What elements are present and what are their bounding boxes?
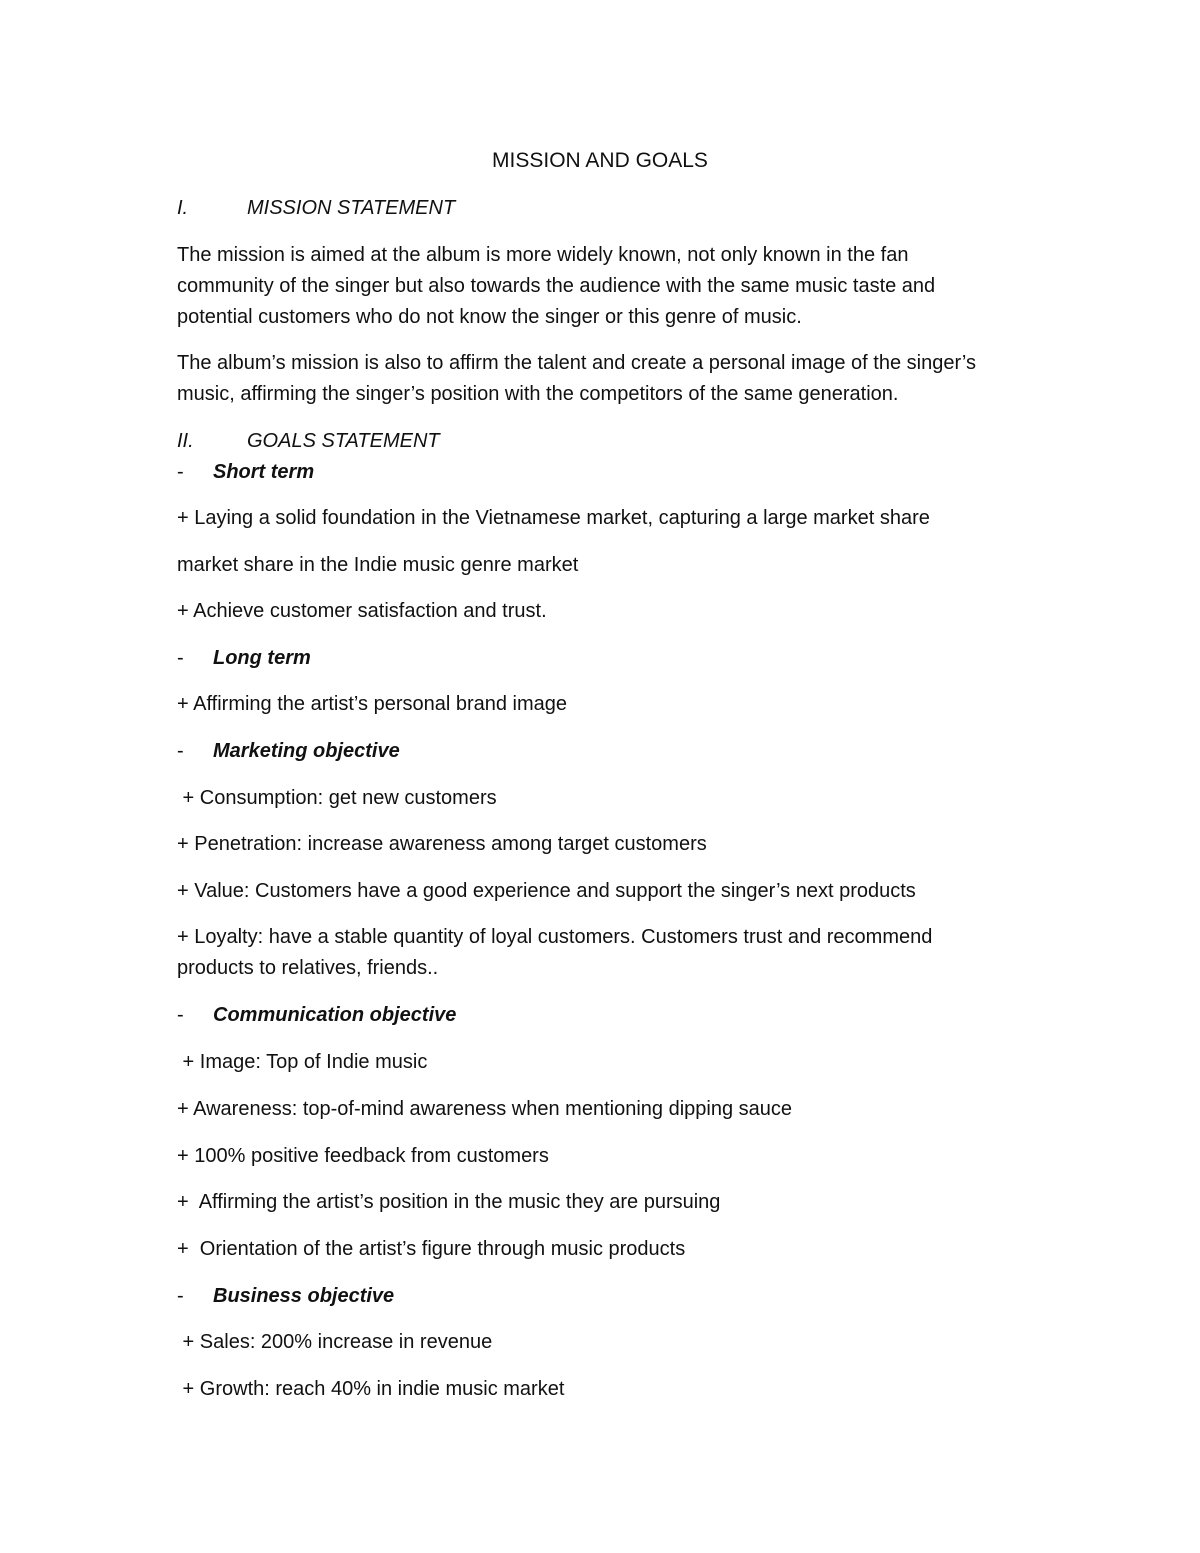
mission-paragraph-1-line-3: potential customers who do not know the singer or this genre of music.: [177, 306, 802, 328]
subheading-label: Marketing objective: [213, 740, 400, 762]
section-title: MISSION STATEMENT: [247, 197, 456, 219]
subheading-label: Short term: [213, 461, 315, 483]
section-number: II.: [177, 430, 194, 452]
bullet-dash: -: [177, 740, 184, 762]
document-title: MISSION AND GOALS: [492, 149, 708, 172]
bullet-dash: -: [177, 461, 184, 483]
subheading-label: Communication objective: [213, 1004, 457, 1026]
bullet-dash: -: [177, 1285, 184, 1307]
communication-item-image: + Image: Top of Indie music: [177, 1051, 428, 1073]
communication-item-orientation: + Orientation of the artist’s figure through music products: [177, 1238, 686, 1260]
mission-paragraph-1-line-1: The mission is aimed at the album is more widely known, not only known in the fan: [177, 244, 909, 266]
mission-paragraph-2-line-1: The album’s mission is also to affirm the talent and create a personal image of the singer’s: [177, 352, 976, 374]
short-term-item-1-cont: market share in the Indie music genre market: [177, 554, 579, 576]
marketing-item-consumption: + Consumption: get new customers: [177, 787, 497, 809]
marketing-item-loyalty-cont: products to relatives, friends..: [177, 957, 439, 979]
communication-item-awareness: + Awareness: top-of-mind awareness when mentioning dipping sauce: [177, 1098, 792, 1120]
communication-item-feedback: + 100% positive feedback from customers: [177, 1145, 549, 1167]
long-term-item-1: + Affirming the artist’s personal brand image: [177, 693, 568, 715]
short-term-item-1: + Laying a solid foundation in the Vietnamese market, capturing a large market share: [177, 507, 930, 529]
subheading-marketing-objective: [177, 736, 400, 767]
marketing-item-value: + Value: Customers have a good experience and support the singer’s next products: [177, 880, 916, 902]
section-heading-mission: [177, 193, 455, 224]
section-heading-goals: [177, 426, 440, 457]
business-item-growth: + Growth: reach 40% in indie music market: [177, 1378, 565, 1400]
marketing-item-penetration: + Penetration: increase awareness among target customers: [177, 833, 707, 855]
subheading-business-objective: [177, 1281, 394, 1312]
communication-item-position: + Affirming the artist’s position in the music they are pursuing: [177, 1191, 721, 1213]
section-number: I.: [177, 197, 189, 219]
section-title: GOALS STATEMENT: [247, 430, 440, 452]
business-item-sales: + Sales: 200% increase in revenue: [177, 1331, 493, 1353]
subheading-label: Long term: [213, 647, 311, 669]
mission-paragraph-1-line-2: community of the singer but also towards the audience with the same music taste and: [177, 275, 936, 297]
bullet-dash: -: [177, 1004, 184, 1026]
bullet-dash: -: [177, 647, 184, 669]
subheading-short-term: [177, 457, 314, 488]
short-term-item-2: + Achieve customer satisfaction and trust.: [177, 600, 547, 622]
subheading-label: Business objective: [213, 1285, 395, 1307]
subheading-communication-objective: [177, 1000, 456, 1031]
mission-paragraph-2-line-2: music, affirming the singer’s position with the competitors of the same generation.: [177, 383, 899, 405]
subheading-long-term: [177, 643, 311, 674]
marketing-item-loyalty: + Loyalty: have a stable quantity of loyal customers. Customers trust and recommend: [177, 926, 933, 948]
